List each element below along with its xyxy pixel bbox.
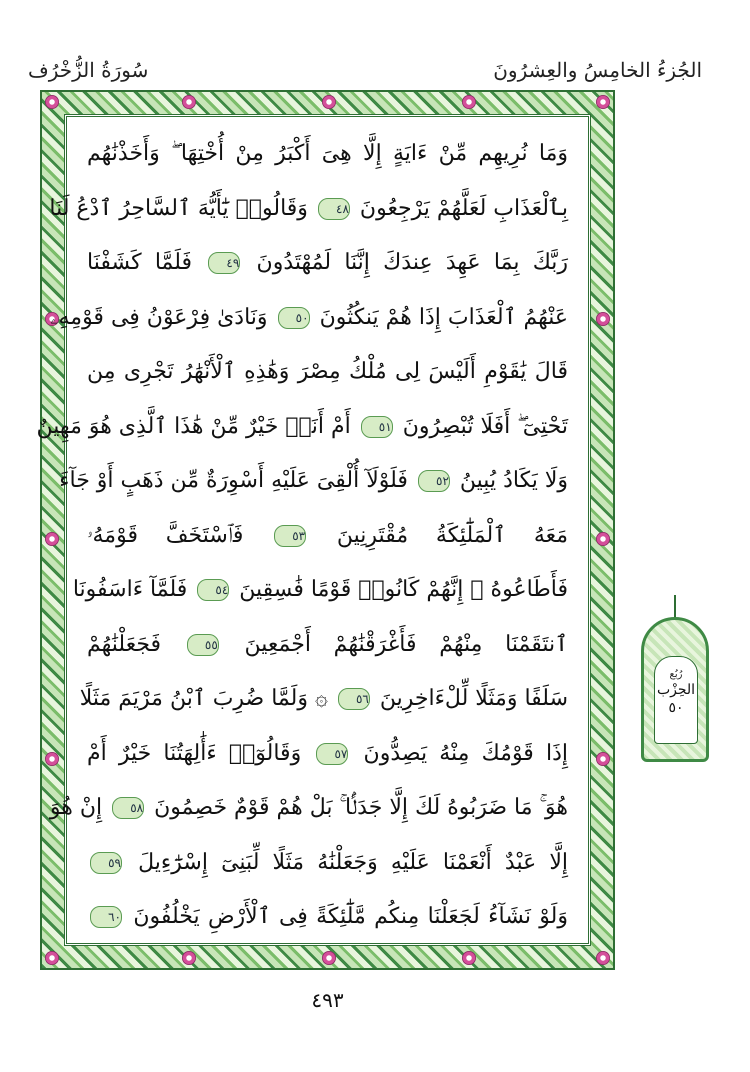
ayah-number-marker: ٥٠ (278, 307, 310, 329)
verse-line (79, 674, 568, 724)
surah-title: سُورَةُ الزُّخْرُف (28, 58, 149, 82)
verse-line (87, 729, 568, 779)
ayah-number-marker: ٥٢ (418, 470, 450, 492)
marker-hizb: الحِزْب (656, 682, 696, 698)
verse-line (72, 565, 568, 615)
verse-line (49, 184, 568, 234)
ayah-number-marker: ٦٠ (90, 906, 122, 928)
marker-number: ٥٠ (668, 700, 684, 716)
verse-text: وَنَادَىٰ فِرْعَوْنُ فِى قَوْمِهِۦ (50, 304, 268, 330)
verse-text: فَلَمَّآ ءَاسَفُونَا (72, 577, 188, 602)
verse-line (87, 620, 568, 670)
ayah-number-marker: ٥١ (361, 416, 393, 438)
verse-text: وَقَالُوا۟ يَٰٓأَيُّهَ ٱلسَّاحِرُ ٱدْعُ لَنَا (49, 195, 308, 221)
verse-text: إِلَّا عَبْدٌ أَنْعَمْنَا عَلَيْهِ وَجَعَلْنَٰهُ مَثَلًا لِّبَنِىٓ إِسْرَٰٓءِيلَ (138, 849, 568, 875)
verse-text: ٱنتَقَمْنَا مِنْهُمْ فَأَغْرَقْنَٰهُمْ أَجْمَعِينَ (244, 631, 568, 657)
rosette-ornament (182, 951, 196, 965)
verse-line (36, 402, 568, 452)
verse-text: فَلَمَّا كَشَفْنَا (87, 250, 193, 275)
rosette-ornament (182, 95, 196, 109)
rosette-ornament (45, 532, 59, 546)
verse-line (50, 293, 568, 343)
verse-line (87, 347, 568, 397)
rosette-ornament (596, 752, 610, 766)
marker-plate (654, 656, 698, 744)
ayah-number-marker: ٥٨ (112, 797, 144, 819)
rosette-ornament (596, 312, 610, 326)
verse-text: وَمَا نُرِيهِم مِّنْ ءَايَةٍ إِلَّا هِىَ أَكْبَرُ مِنْ أُخْتِهَا ۖ وَأَخَذْنَٰهُم (87, 141, 568, 166)
rosette-ornament (596, 95, 610, 109)
verse-text: فَجَعَلْنَٰهُمْ (87, 631, 162, 657)
verse-line (87, 838, 568, 888)
marker-box (641, 617, 709, 762)
rosette-ornament (322, 95, 336, 109)
verse-line (87, 511, 568, 561)
verse-text: عَنْهُمُ ٱلْعَذَابَ إِذَا هُمْ يَنكُثُونَ (319, 304, 568, 330)
verse-text: وَلَا يَكَادُ يُبِينُ (459, 468, 568, 493)
hizb-quarter-marker (641, 595, 709, 770)
rosette-ornament (596, 951, 610, 965)
verse-line (87, 238, 568, 288)
verse-text: إِذَا قَوْمُكَ مِنْهُ يَصِدُّونَ (363, 740, 569, 766)
verse-text: رَبَّكَ بِمَا عَهِدَ عِندَكَ إِنَّنَا لَمُهْتَدُونَ (256, 250, 568, 275)
ayah-number-marker: ٤٨ (318, 198, 350, 220)
ayah-number-marker: ٤٩ (208, 252, 240, 274)
verse-text: إِنْ هُوَ (49, 795, 103, 820)
verse-text: أَمْ أَنَا۠ خَيْرٌ مِّنْ هَٰذَا ٱلَّذِى هُوَ مَهِينٌ (36, 413, 351, 439)
verse-text: تَحْتِىٓ ۖ أَفَلَا تُبْصِرُونَ (402, 413, 568, 439)
rosette-ornament (45, 951, 59, 965)
verse-text: هُوَ ۚ مَا ضَرَبُوهُ لَكَ إِلَّا جَدَلًۢا ۚ بَلْ هُمْ قَوْمٌ خَصِمُونَ (154, 795, 568, 820)
page-number: ٤٩٣ (311, 988, 344, 1012)
ayah-number-marker: ٥٥ (187, 634, 219, 656)
verse-text: فَلَوْلَآ أُلْقِىَ عَلَيْهِ أَسْوِرَةٌ مِّن ذَهَبٍ أَوْ جَآءَ (59, 468, 408, 493)
verse-line (87, 892, 568, 942)
ayah-number-marker: ٥٤ (197, 579, 229, 601)
verse-text: وَقَالُوٓا۟ ءَأَٰلِهَتُنَا خَيْرٌ أَمْ (87, 740, 302, 766)
verse-line (87, 129, 568, 179)
juz-title: الجُزءُ الخامِسُ والعِشرُونَ (493, 58, 702, 82)
quran-text-area (36, 114, 591, 946)
rosette-ornament (45, 752, 59, 766)
verse-text: ۞ وَلَمَّا ضُرِبَ ٱبْنُ مَرْيَمَ مَثَلًا (79, 686, 328, 711)
marker-rub: رُبُع (669, 669, 683, 680)
ayah-number-marker: ٥٦ (338, 688, 370, 710)
rosette-ornament (322, 951, 336, 965)
verse-line (59, 456, 568, 506)
ayah-number-marker: ٥٧ (316, 743, 348, 765)
verse-text: بِٱلْعَذَابِ لَعَلَّهُمْ يَرْجِعُونَ (359, 195, 568, 221)
marker-stem (674, 595, 676, 619)
verse-text: وَلَوْ نَشَآءُ لَجَعَلْنَا مِنكُم مَّلَٰٓئِكَةً فِى ٱلْأَرْضِ يَخْلُفُونَ (133, 904, 568, 929)
verse-text: فَٱسْتَخَفَّ قَوْمَهُۥ (87, 522, 244, 548)
rosette-ornament (596, 532, 610, 546)
verse-text: مَعَهُ ٱلْمَلَٰٓئِكَةُ مُقْتَرِنِينَ (336, 522, 569, 548)
verse-text: فَأَطَاعُوهُ ۚ إِنَّهُمْ كَانُوا۟ قَوْمًا فَٰسِقِينَ (239, 577, 568, 602)
ayah-number-marker: ٥٣ (274, 525, 306, 547)
verse-line (49, 783, 568, 833)
rosette-ornament (462, 951, 476, 965)
verse-text: قَالَ يَٰقَوْمِ أَلَيْسَ لِى مُلْكُ مِصْرَ وَهَٰذِهِ ٱلْأَنْهَٰرُ تَجْرِى مِن (87, 359, 568, 384)
rosette-ornament (462, 95, 476, 109)
ornamental-frame (36, 90, 615, 970)
rosette-ornament (45, 95, 59, 109)
ayah-number-marker: ٥٩ (90, 852, 122, 874)
verse-text: سَلَفًا وَمَثَلًا لِّلْءَاخِرِينَ (379, 686, 568, 711)
